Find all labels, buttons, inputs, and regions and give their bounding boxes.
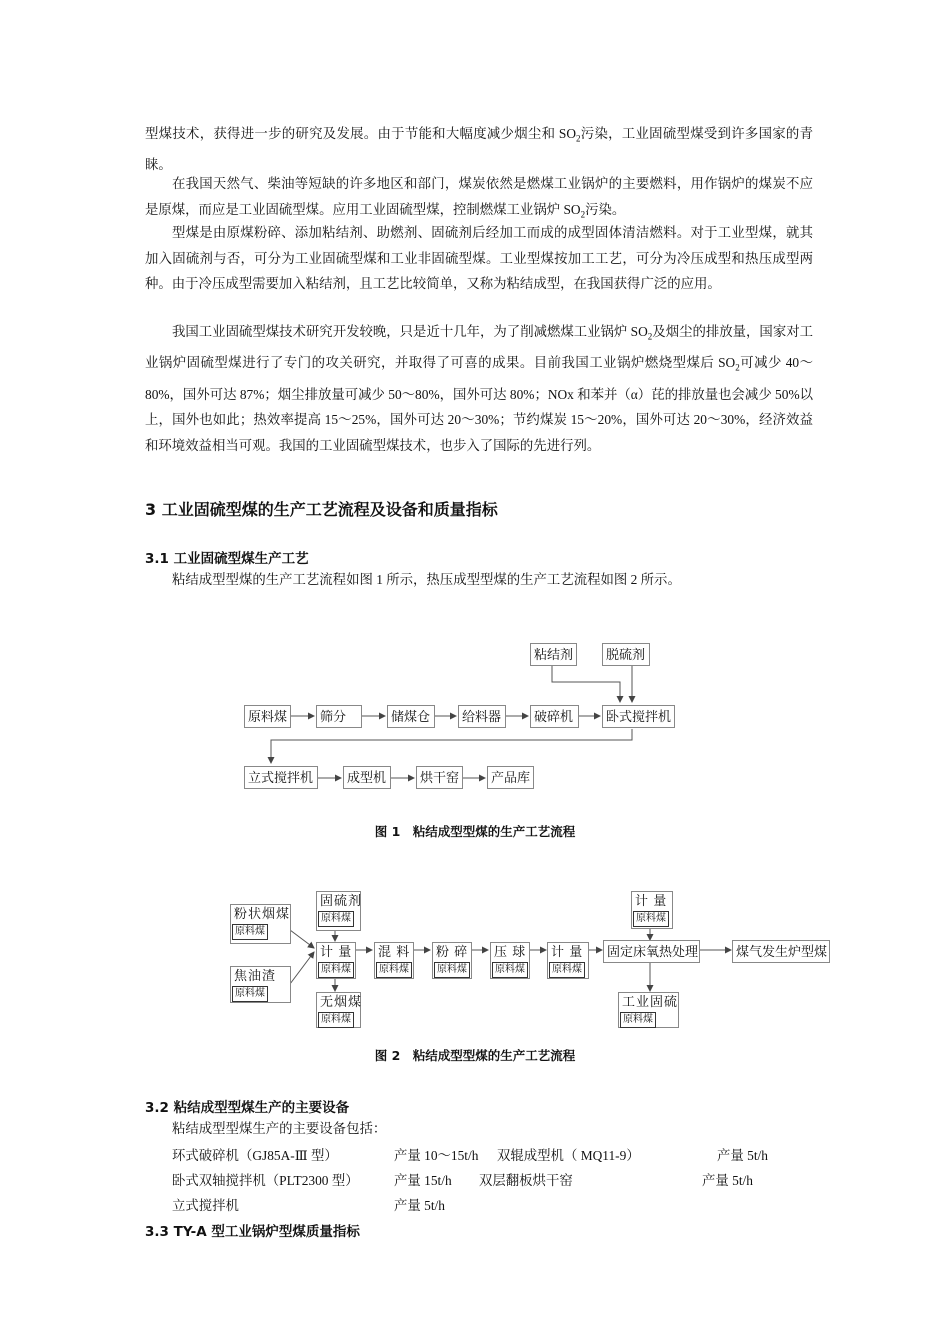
- equipment-name: 环式破碎机（GJ85A-Ⅲ 型）: [172, 1148, 338, 1163]
- fig1-screening-box: 筛分: [316, 705, 362, 728]
- figure-1-caption: 图 1 粘结成型型煤的生产工艺流程: [374, 824, 576, 839]
- fig1-warehouse-box: 产品库: [487, 766, 534, 789]
- equipment-rate-2: 产量 5t/h: [717, 1148, 768, 1163]
- subheading-3-2: 3.2 粘结成型型煤生产的主要设备: [145, 1100, 350, 1116]
- fig2-industrial-desulfur-box: 工业固硫 原料煤: [618, 992, 679, 1028]
- fig1-crusher-box: 破碎机: [530, 705, 579, 728]
- fig2-sub-label: 原料煤: [549, 962, 585, 978]
- equipment-name-2: 双层翻板烘干窑: [479, 1173, 573, 1188]
- figure-2-caption: 图 2 粘结成型型煤的生产工艺流程: [374, 1048, 576, 1063]
- fig1-feeder-box: 给料器: [458, 705, 506, 728]
- fig1-binder-box: 粘结剂: [530, 643, 577, 666]
- fig2-sub-label: 原料煤: [434, 962, 470, 978]
- fig1-dryer-box: 烘干窑: [416, 766, 463, 789]
- fig2-metering-box-2: 计 量 原料煤: [547, 942, 589, 979]
- fig2-crushing-box: 粉 碎 原料煤: [432, 942, 472, 979]
- fig2-mixing-box: 混 料 原料煤: [374, 942, 414, 979]
- fig1-vertical-mixer-box: 立式搅拌机: [244, 766, 318, 789]
- fig2-sub-label: 原料煤: [318, 1012, 354, 1028]
- fig2-desulfurizer-box: 固硫剂 原料煤: [316, 891, 361, 931]
- equipment-name: 卧式双轴搅拌机（PLT2300 型）: [172, 1173, 359, 1188]
- fig2-anthracite-box: 无烟煤 原料煤: [316, 992, 361, 1028]
- equipment-name-2: 双辊成型机（ MQ11-9）: [497, 1148, 640, 1163]
- paragraph-3-2: 粘结成型型煤生产的主要设备包括：: [172, 1121, 387, 1136]
- fig1-desulfurizer-box: 脱硫剂: [602, 643, 650, 666]
- subheading-3-1: 3.1 工业固硫型煤生产工艺: [145, 551, 309, 567]
- fig2-sub-label: 原料煤: [620, 1012, 656, 1028]
- fig2-sub-label: 原料煤: [633, 911, 669, 927]
- fig2-bituminous-box: 粉状烟煤 原料煤: [230, 904, 291, 944]
- fig2-briquetting-box: 压 球 原料煤: [490, 942, 530, 979]
- fig2-metering-box-1: 计 量 原料煤: [316, 942, 356, 979]
- paragraph-3-1: 粘结成型型煤的生产工艺流程如图 1 所示，热压成型型煤的生产工艺流程如图 2 所示。: [172, 572, 681, 587]
- paragraph-1: 型煤技术，获得进一步的研究及发展。由于节能和大幅度减少烟尘和 $SO_2$污染，工业固硫型煤受到许多国家的青睐。: [145, 126, 813, 173]
- fig2-sub-label: 原料煤: [492, 962, 528, 978]
- equipment-rate-2: 产量 5t/h: [702, 1173, 753, 1188]
- equipment-rate: 产量 15t/h: [394, 1173, 452, 1188]
- equipment-rate: 产量 10～15t/h: [394, 1148, 479, 1163]
- fig2-metering-top-box: 计 量 原料煤: [631, 891, 673, 929]
- fig1-coal-bunker-box: 储煤仓: [387, 705, 435, 728]
- equipment-rate: 产量 5t/h: [394, 1198, 445, 1213]
- fig2-sub-label: 原料煤: [232, 924, 268, 940]
- paragraph-3: 型煤是由原煤粉碎、添加粘结剂、助燃剂、固硫剂后经加工而成的成型固体清洁燃料。对于工业型煤，就其加入固硫剂与否，可分为工业固硫型煤和工业非固硫型煤。工业型煤按加工工艺，可分为冷压成型和热压成型两种。由于冷压成型需要加入粘结剂，且工艺比较简单，又称为粘结成型，在我国获得广泛的应用。: [145, 225, 813, 292]
- paragraph-2: 在我国天然气、柴油等短缺的许多地区和部门，煤炭依然是燃煤工业锅炉的主要燃料，用作锅炉的煤炭不应是原煤，而应是工业固硫型煤。应用工业固硫型煤，控制燃煤工业锅炉 $SO_2$污染。: [145, 176, 813, 220]
- fig2-sub-label: 原料煤: [232, 986, 268, 1002]
- fig1-forming-machine-box: 成型机: [343, 766, 391, 789]
- fig1-horizontal-mixer-box: 卧式搅拌机: [602, 705, 675, 728]
- paragraph-4: 我国工业固硫型煤技术研究开发较晚，只是近十几年，为了削减燃煤工业锅炉 $SO_2$及烟尘的排放量，国家对工业锅炉固硫型煤进行了专门的攻关研究，并取得了可喜的成果。目前我国工业锅炉燃烧型煤后 $SO_2$可减少 40～80%，国外可达 87%；烟尘排放量可减少 50～80%，国外可达 80%；NOx 和苯并（α）芘的排放量也会减少 50%以上，国外也如此；热效率提高 15～25%，国外可达 20～30%；节约煤炭 15～20%，国外可达 20～30%，经济效益和环境效益相当可观。我国的工业固硫型煤技术，也步入了国际的先进行列。: [145, 324, 813, 453]
- subheading-3-3: 3.3 TY-A 型工业锅炉型煤质量指标: [145, 1224, 360, 1240]
- fig2-gasifier-briquette-box: 煤气发生炉型煤: [732, 940, 830, 963]
- fig2-sub-label: 原料煤: [318, 911, 354, 927]
- fig2-tar-residue-box: 焦油渣 原料煤: [230, 966, 291, 1003]
- fig2-sub-label: 原料煤: [376, 962, 412, 978]
- fig2-sub-label: 原料煤: [318, 962, 354, 978]
- equipment-name: 立式搅拌机: [172, 1198, 239, 1213]
- section-heading-3: 3 工业固硫型煤的生产工艺流程及设备和质量指标: [145, 500, 498, 519]
- fig1-raw-coal-box: 原料煤: [244, 705, 291, 728]
- fig2-fixed-bed-box: 固定床氧热处理: [603, 940, 700, 963]
